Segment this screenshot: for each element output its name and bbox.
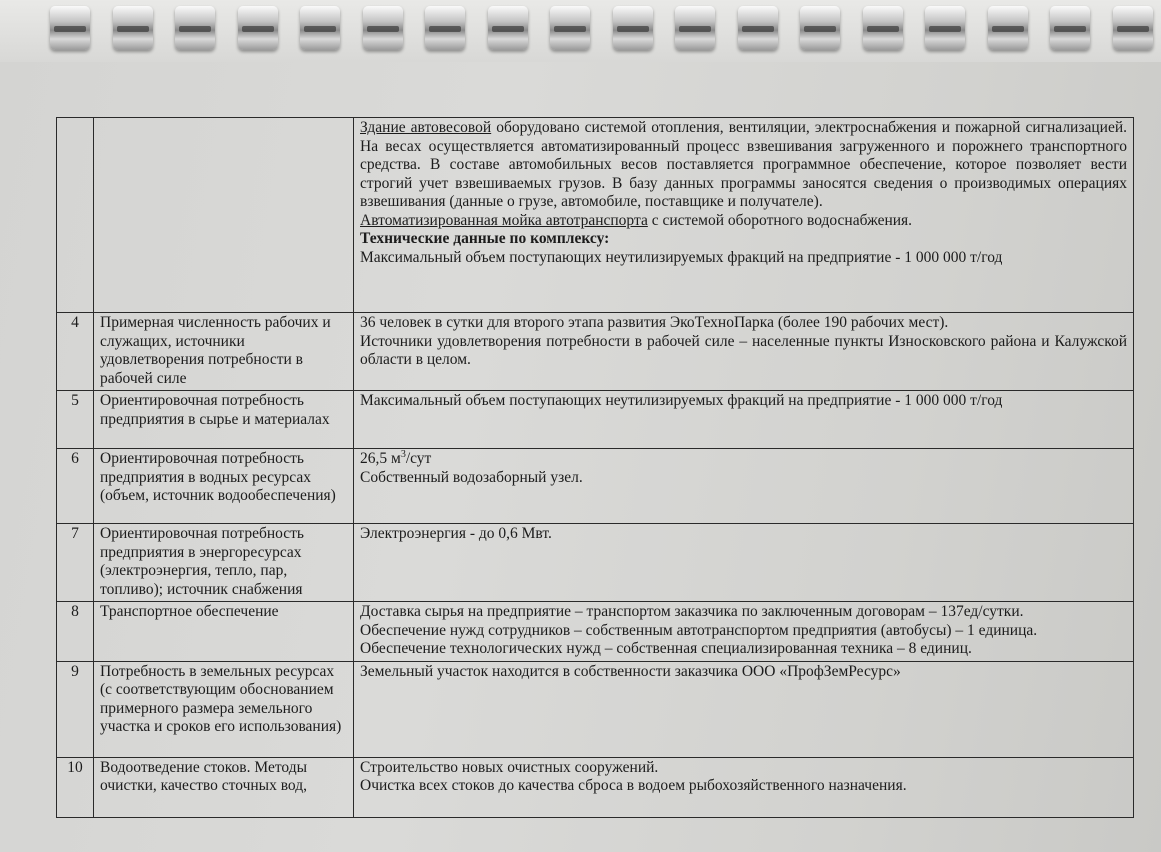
- project-parameters-table: [56, 117, 1134, 818]
- content-line: Обеспечение технологических нужд – собственная специализированная техника – 8 единиц.: [360, 640, 972, 657]
- table-row-continuation: [57, 118, 1134, 313]
- weigh-building-paragraph: [360, 119, 1127, 212]
- row-content: [354, 449, 1134, 524]
- row-number: 6: [57, 449, 94, 524]
- binding-ring: [1050, 6, 1090, 50]
- content-line: Обеспечение нужд сотрудников – собственным автотранспортом предприятия (автобусы) – 1 единица.: [360, 621, 1038, 639]
- row-label: Ориентировочная потребность предприятия в водных ресурсах (объем, источник водообеспечения): [94, 449, 354, 524]
- row-content: [354, 391, 1134, 449]
- binding-ring: [175, 6, 215, 50]
- binding-ring: [925, 6, 965, 50]
- binding-ring: [675, 6, 715, 50]
- binding-ring: [113, 6, 153, 50]
- table-row: [57, 602, 1134, 662]
- content-line: Максимальный объем поступающих неутилизируемых фракций на предприятие - 1 000 000 т/год: [360, 392, 1003, 409]
- binding-ring: [300, 6, 340, 50]
- binding-ring: [738, 6, 778, 50]
- binding-ring: [1113, 6, 1153, 50]
- row-number: 10: [57, 757, 94, 817]
- row-content: [354, 524, 1134, 602]
- binding-ring: [800, 6, 840, 50]
- content-line: 36 человек в сутки для второго этапа развития ЭкоТехноПарка (более 190 рабочих мест).: [360, 314, 949, 331]
- row-number: 5: [57, 391, 94, 449]
- row-label: Примерная численность рабочих и служащих, источники удовлетворения потребности в рабочей силе: [94, 313, 354, 391]
- binding-ring: [488, 6, 528, 50]
- content-line: Источники удовлетворения потребности в рабочей силе – населенные пункты Износковского района и Калужской области в целом.: [360, 332, 1127, 368]
- row-content: [354, 602, 1134, 662]
- row-label: Транспортное обеспечение: [94, 602, 354, 662]
- binding-ring: [425, 6, 465, 50]
- row-label: Водоотведение стоков. Методы очистки, качество сточных вод,: [94, 757, 354, 817]
- row-number: 7: [57, 524, 94, 602]
- row-number: 9: [57, 661, 94, 757]
- content-line: Строительство новых очистных сооружений.: [360, 758, 659, 776]
- content-line: Доставка сырья на предприятие – транспортом заказчика по заключенным договорам – 137ед/сутки.: [360, 603, 1024, 620]
- content-line: Собственный водозаборный узел.: [360, 468, 583, 486]
- water-value: 26,5 м: [360, 450, 401, 467]
- row-number: 8: [57, 602, 94, 662]
- row-content: [354, 661, 1134, 757]
- binding-ring: [363, 6, 403, 50]
- binding-ring: [238, 6, 278, 50]
- content-line: Земельный участок находится в собственности заказчика ООО «ПрофЗемРесурс»: [360, 662, 901, 680]
- row-content: [354, 118, 1134, 313]
- water-unit: /сут: [405, 450, 432, 467]
- row-label: [94, 118, 354, 313]
- weigh-building-term: Здание автовесовой: [360, 119, 492, 136]
- wash-paragraph: [360, 212, 1127, 231]
- water-volume: [360, 450, 1127, 469]
- table-row: [57, 661, 1134, 757]
- row-number: 4: [57, 313, 94, 391]
- spiral-binding: [0, 0, 1161, 62]
- wash-text: с системой оборотного водоснабжения.: [647, 211, 913, 229]
- table-row: [57, 449, 1134, 524]
- binding-ring: [613, 6, 653, 50]
- max-volume-text: Максимальный объем поступающих неутилизируемых фракций на предприятие - 1 000 000 т/год: [360, 248, 1003, 266]
- row-content: [354, 757, 1134, 817]
- binding-ring: [988, 6, 1028, 50]
- binding-ring: [50, 6, 90, 50]
- binding-ring: [863, 6, 903, 50]
- wash-term: Автоматизированная мойка автотранспорта: [360, 211, 648, 229]
- table-row: [57, 524, 1134, 602]
- weigh-building-text: оборудовано системой отопления, вентиляции, электроснабжения и пожарной сигнализацией. На весах осуществляется автоматизированный процесс взвешивания загруженного и порожнего транспортного средства. В составе автомобильных весов поставляется программное обеспечение, которое позволяет вести строгий учет взвешиваемых грузов. В базу данных программы заносятся сведения о производимых операциях взвешивания (данные о грузе, автомобиле, поставщике и получателе).: [360, 119, 1127, 210]
- table-row: [57, 391, 1134, 449]
- row-number: [57, 118, 94, 313]
- water-exponent: 3: [400, 448, 406, 460]
- content-line: Электроэнергия - до 0,6 Мвт.: [360, 525, 552, 542]
- row-label: Потребность в земельных ресурсах (с соответствующим обоснованием примерного размера земельного участка и сроков его использования): [94, 661, 354, 757]
- row-label: Ориентировочная потребность предприятия в энергоресурсах (электроэнергия, тепло, пар, топливо); источник снабжения: [94, 524, 354, 602]
- row-label: Ориентировочная потребность предприятия в сырье и материалах: [94, 391, 354, 449]
- row-content: [354, 313, 1134, 391]
- binding-ring: [550, 6, 590, 50]
- table-row: [57, 313, 1134, 391]
- tech-data-heading: Технические данные по комплексу:: [360, 230, 610, 247]
- content-line: Очистка всех стоков до качества сброса в водоем рыбохозяйственного назначения.: [360, 777, 907, 794]
- table-row: [57, 757, 1134, 817]
